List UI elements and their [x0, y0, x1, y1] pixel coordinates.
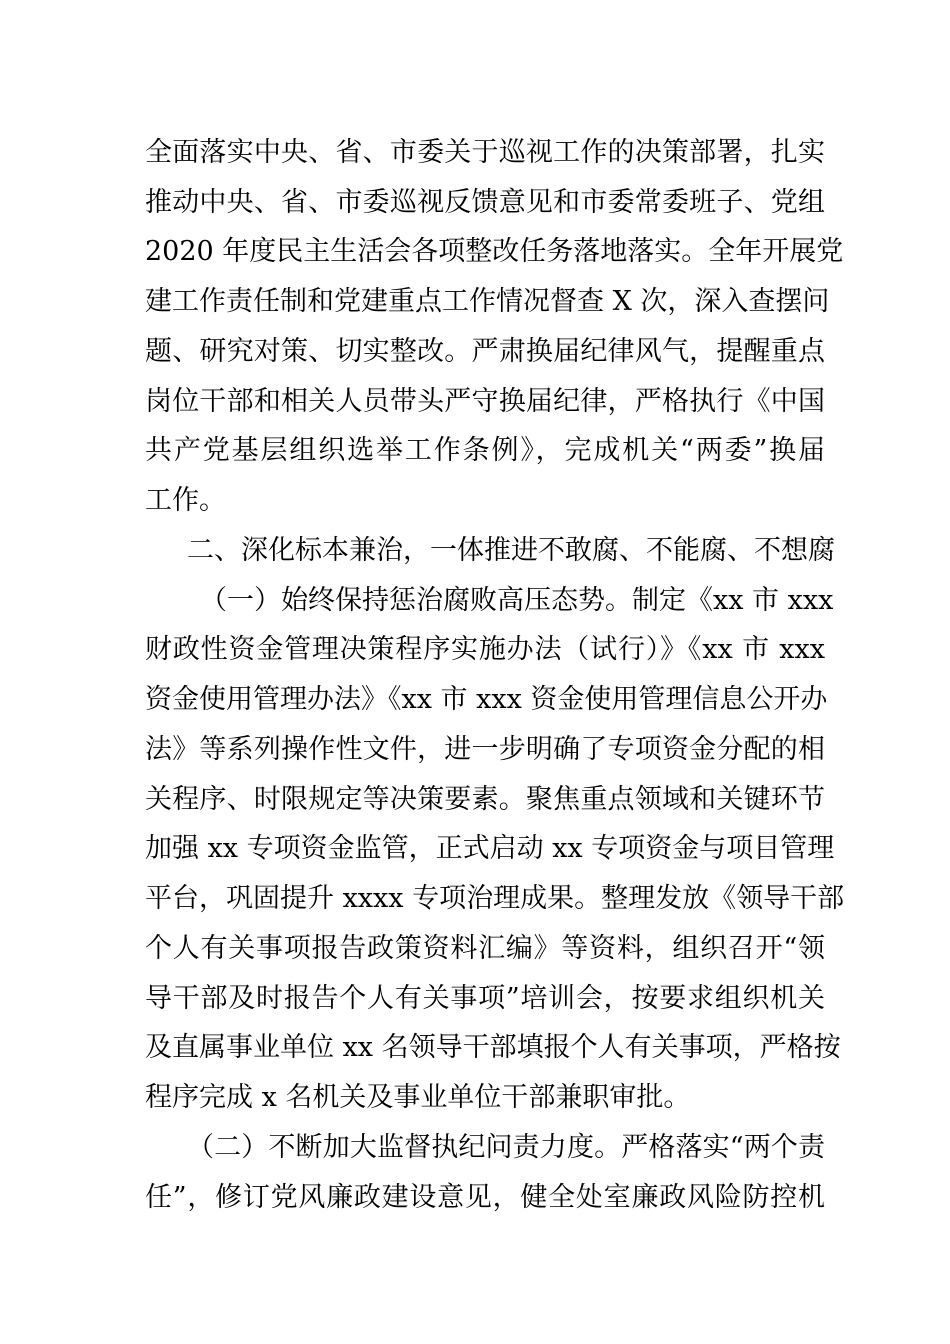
body-text-line: 2020 年度民主生活会各项整改任务落地落实。全年开展党 [145, 236, 844, 267]
body-text-line: 任”，修订党风廉政建设意见，健全处室廉政风险防控机 [145, 1182, 825, 1213]
section-heading: 二、深化标本兼治，一体推进不敢腐、不能腐、不想腐 [187, 535, 835, 566]
body-text-line: 建工作责任制和党建重点工作情况督查 X 次，深入查摆问 [145, 286, 830, 317]
body-text-line: 关程序、时限规定等决策要素。聚焦重点领域和关键环节 [145, 784, 825, 815]
body-text-line: 题、研究对策、切实整改。严肃换届纪律风气，提醒重点 [145, 336, 825, 367]
body-text-line: 及直属事业单位 xx 名领导干部填报个人有关事项，严格按 [145, 1032, 841, 1063]
body-text-line: 工作。 [145, 485, 226, 516]
body-text-line: 推动中央、省、市委巡视反馈意见和市委常委班子、党组 [145, 187, 825, 218]
body-text-line: 岗位干部和相关人员带头严守换届纪律，严格执行《中国 [145, 386, 825, 417]
body-text-line: 导干部及时报告个人有关事项”培训会，按要求组织机关 [145, 983, 825, 1014]
body-text-line: 平台，巩固提升 xxxx 专项治理成果。整理发放《领导干部 [145, 883, 845, 914]
body-text-line: 加强 xx 专项资金监管，正式启动 xx 专项资金与项目管理 [145, 833, 835, 864]
body-text-line: 个人有关事项报告政策资料汇编》等资料，组织召开“领 [145, 933, 825, 964]
body-text-line: 全面落实中央、省、市委关于巡视工作的决策部署，扎实 [145, 137, 825, 168]
body-text-line: 法》等系列操作性文件，进一步明确了专项资金分配的相 [145, 734, 825, 765]
body-text-line: 财政性资金管理决策程序实施办法（试行）》《xx 市 xxx [145, 634, 825, 665]
subsection-heading-line: （一）始终保持惩治腐败高压态势。制定《xx 市 xxx [200, 585, 834, 616]
subsection-heading-line: （二）不断加大监督执纪问责力度。严格落实“两个责 [187, 1132, 825, 1163]
body-text-line: 程序完成 x 名机关及事业单位干部兼职审批。 [145, 1082, 691, 1113]
body-text-line: 资金使用管理办法》《xx 市 xxx 资金使用管理信息公开办 [145, 684, 828, 715]
body-text-line: 共产党基层组织选举工作条例》，完成机关“两委”换届 [145, 435, 825, 466]
